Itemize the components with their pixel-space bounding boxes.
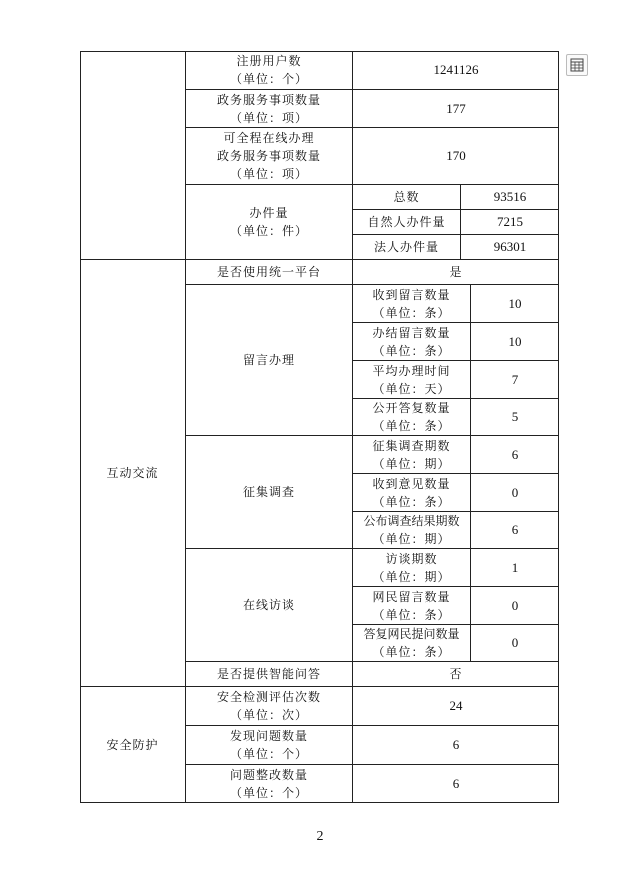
label-text: 收到留言数量 bbox=[372, 287, 451, 302]
unit-text: （单位：条） bbox=[372, 305, 451, 320]
label-text: 公开答复数量 bbox=[372, 401, 451, 415]
message-row-value: 10 bbox=[470, 322, 559, 360]
cases-natural-value: 7215 bbox=[460, 209, 559, 234]
cases-legal-label: 法人办件量 bbox=[352, 234, 460, 259]
label-text: 答复网民提问数量 bbox=[363, 627, 460, 641]
unit-text: （单位：条） bbox=[372, 607, 451, 622]
security-section-label: 安全防护 bbox=[80, 686, 185, 803]
interview-row-value: 1 bbox=[470, 548, 559, 586]
interaction-section-label: 互动交流 bbox=[80, 259, 185, 686]
security-row-label bbox=[185, 764, 352, 803]
unit-text: （单位：个） bbox=[229, 747, 308, 761]
unit-text: （单位：条） bbox=[372, 494, 451, 509]
unit-text: （单位：期） bbox=[372, 532, 451, 546]
unit-text: （单位：次） bbox=[229, 708, 308, 722]
label-text: 可全程在线办理 bbox=[223, 131, 315, 145]
message-row-value: 5 bbox=[470, 398, 559, 435]
unit-text: （单位：个） bbox=[229, 72, 308, 86]
survey-label: 征集调查 bbox=[185, 435, 352, 548]
cases-total-value: 93516 bbox=[460, 184, 559, 209]
table-edit-button[interactable] bbox=[566, 54, 588, 76]
unit-text: （单位：条） bbox=[372, 343, 451, 358]
statistics-table bbox=[80, 51, 559, 803]
label-text: 办件量 bbox=[249, 206, 289, 220]
table-edit-icon bbox=[570, 58, 584, 72]
interview-row-label bbox=[352, 548, 470, 586]
survey-row-value: 6 bbox=[470, 435, 559, 473]
survey-row-label bbox=[352, 473, 470, 511]
label-text: 办结留言数量 bbox=[372, 325, 451, 340]
unit-text: （单位：项） bbox=[229, 167, 308, 181]
service-items-label bbox=[185, 89, 352, 127]
online-items-value: 170 bbox=[352, 127, 559, 184]
label-text: 政务服务事项数量 bbox=[216, 149, 321, 163]
unit-text: （单位：条） bbox=[372, 645, 451, 659]
interview-row-label bbox=[352, 624, 470, 661]
label-text: 访谈期数 bbox=[385, 551, 438, 566]
label-text: 公布调查结果期数 bbox=[363, 514, 460, 528]
security-row-label bbox=[185, 725, 352, 764]
message-row-label bbox=[352, 360, 470, 398]
security-row-value: 6 bbox=[352, 764, 559, 803]
label-text: 注册用户数 bbox=[236, 54, 302, 68]
interview-row-label bbox=[352, 586, 470, 624]
message-row-label bbox=[352, 322, 470, 360]
registered-users-value: 1241126 bbox=[352, 51, 559, 89]
label-text: 网民留言数量 bbox=[372, 589, 451, 604]
message-row-value: 7 bbox=[470, 360, 559, 398]
label-text: 收到意见数量 bbox=[372, 476, 451, 491]
message-row-value: 10 bbox=[470, 284, 559, 322]
message-row-label bbox=[352, 398, 470, 435]
smart-qa-value: 否 bbox=[352, 661, 559, 686]
unit-text: （单位：项） bbox=[229, 110, 308, 125]
online-items-label bbox=[185, 127, 352, 184]
label-text: 政务服务事项数量 bbox=[216, 92, 321, 107]
unit-text: （单位：期） bbox=[372, 569, 451, 584]
unit-text: （单位：件） bbox=[229, 224, 308, 238]
unified-platform-value: 是 bbox=[352, 259, 559, 284]
interview-label: 在线访谈 bbox=[185, 548, 352, 661]
interview-row-value: 0 bbox=[470, 586, 559, 624]
section-blank-cell bbox=[80, 51, 185, 259]
service-items-value: 177 bbox=[352, 89, 559, 127]
unit-text: （单位：条） bbox=[372, 419, 451, 433]
unit-text: （单位：期） bbox=[372, 456, 451, 471]
registered-users-label bbox=[185, 51, 352, 89]
unit-text: （单位：天） bbox=[372, 381, 451, 396]
cases-legal-value: 96301 bbox=[460, 234, 559, 259]
label-text: 发现问题数量 bbox=[229, 729, 308, 743]
label-text: 征集调查期数 bbox=[372, 438, 451, 453]
security-row-label bbox=[185, 686, 352, 725]
message-handling-label: 留言办理 bbox=[185, 284, 352, 435]
page-number: 2 bbox=[316, 829, 324, 844]
security-row-value: 6 bbox=[352, 725, 559, 764]
survey-row-label bbox=[352, 435, 470, 473]
cases-natural-label: 自然人办件量 bbox=[352, 209, 460, 234]
label-text: 安全检测评估次数 bbox=[216, 690, 321, 704]
unit-text: （单位：个） bbox=[229, 786, 308, 800]
survey-row-value: 6 bbox=[470, 511, 559, 548]
message-row-label bbox=[352, 284, 470, 322]
survey-row-label bbox=[352, 511, 470, 548]
smart-qa-label: 是否提供智能问答 bbox=[185, 661, 352, 686]
unified-platform-label: 是否使用统一平台 bbox=[185, 259, 352, 284]
label-text: 问题整改数量 bbox=[229, 768, 308, 782]
survey-row-value: 0 bbox=[470, 473, 559, 511]
cases-label bbox=[185, 184, 352, 259]
cases-total-label: 总数 bbox=[352, 184, 460, 209]
label-text: 平均办理时间 bbox=[372, 363, 451, 378]
interview-row-value: 0 bbox=[470, 624, 559, 661]
security-row-value: 24 bbox=[352, 686, 559, 725]
